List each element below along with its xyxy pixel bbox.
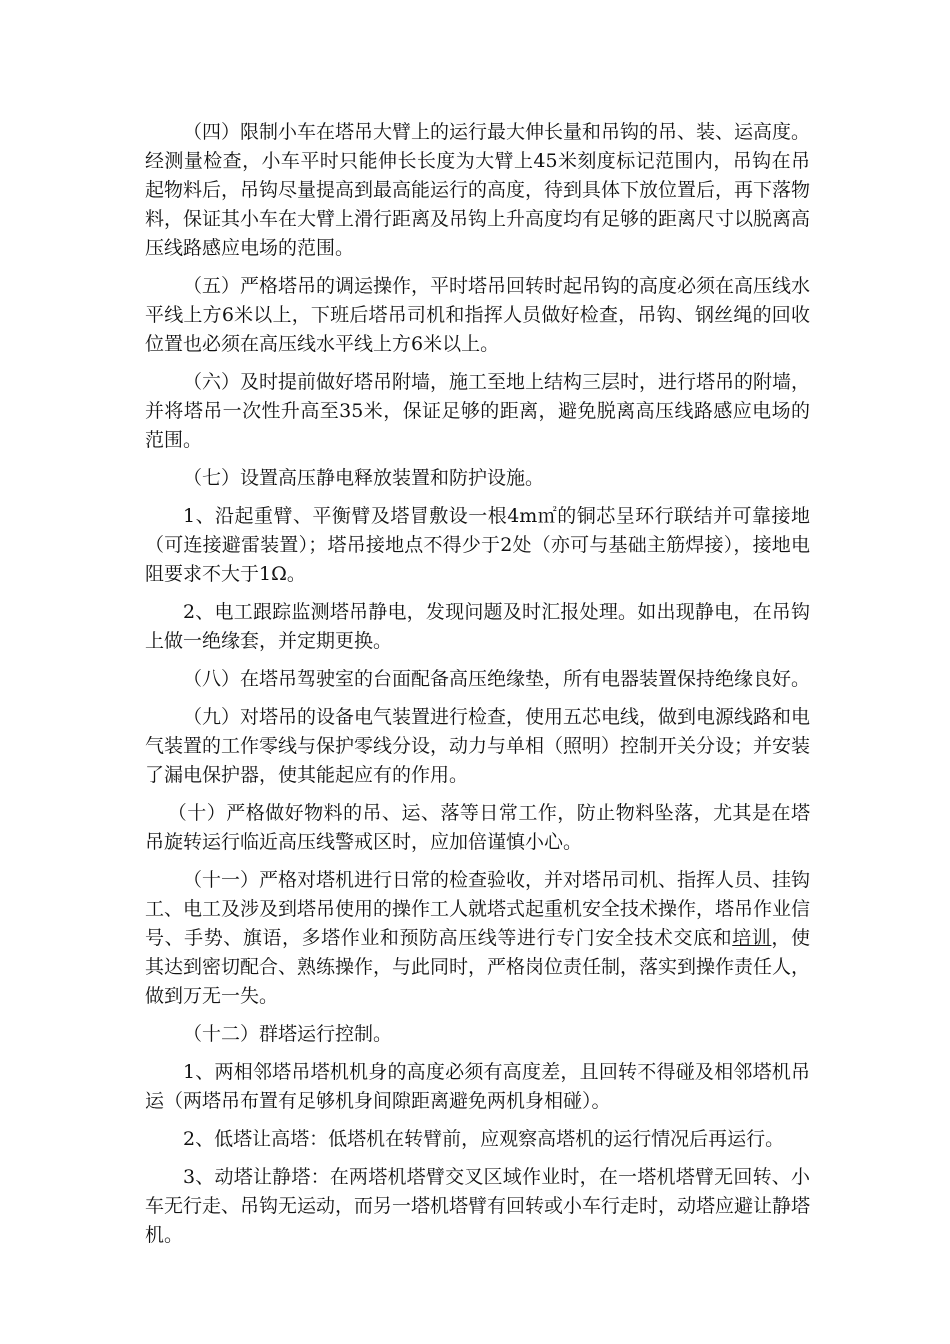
paragraph-5: （五）严格塔吊的调运操作，平时塔吊回转时起吊钩的高度必须在高压线水平线上方6米以上，下班后塔吊司机和指挥人员做好检查，吊钩、钢丝绳的回收位置也必须在高压线水平线上方6米以上。 <box>145 275 811 355</box>
paragraph-10: （十）严格做好物料的吊、运、落等日常工作，防止物料坠落，尤其是在塔吊旋转运行临近高压线警戒区时，应加倍谨慎小心。 <box>145 802 810 853</box>
paragraph-12-item-1: 1、两相邻塔吊塔机机身的高度必须有高度差，且回转不得碰及相邻塔机吊运（两塔吊布置有足够机身间隙距离避免两机身相碰）。 <box>145 1061 810 1112</box>
paragraph-12: （十二）群塔运行控制。 <box>183 1023 393 1045</box>
paragraph-11 <box>145 866 810 1011</box>
paragraph-11-text-end: ，使其达到密切配合、熟练操作，与此同时，严格岗位责任制，落实到操作责任人，做到万无一失。 <box>145 927 811 1007</box>
paragraph-9: （九）对塔吊的设备电气装置进行检查，使用五芯电线，做到电源线路和电气装置的工作零线与保护零线分设，动力与单相（照明）控制开关分设；并安装了漏电保护器，使其能起应有的作用。 <box>145 706 811 786</box>
paragraph-7-item-1: 1、沿起重臂、平衡臂及塔冒敷设一根4m㎡的铜芯呈环行联结并可靠接地（可连接避雷装置）；塔吊接地点不得少于2处（亦可与基础主筋焊接），接地电阻要求不大于1Ω。 <box>145 505 810 585</box>
paragraph-8: （八）在塔吊驾驶室的台面配备高压绝缘垫，所有电器装置保持绝缘良好。 <box>183 668 811 690</box>
document-page <box>145 118 810 1259</box>
paragraph-12-item-3: 3、动塔让静塔：在两塔机塔臂交叉区域作业时，在一塔机塔臂无回转、小车无行走、吊钩无运动，而另一塔机塔臂有回转或小车行走时，动塔应避让静塔机。 <box>145 1166 811 1246</box>
paragraph-12-item-2: 2、低塔让高塔：低塔机在转臂前，应观察高塔机的运行情况后再运行。 <box>183 1128 785 1150</box>
paragraph-7: （七）设置高压静电释放装置和防护设施。 <box>183 467 545 489</box>
paragraph-11-text-start: （十一）严格对塔机进行日常的检查验收，并对塔吊司机、指挥人员、挂钩工、电工及涉及到塔吊使用的操作工人就塔式起重机安全技术操作，塔吊作业信号、手势、旗语，多塔作业和预防高压线等进行专门安全技术交底和 <box>145 869 811 949</box>
paragraph-6: （六）及时提前做好塔吊附墙，施工至地上结构三层时，进行塔吊的附墙，并将塔吊一次性升高至35米，保证足够的距离，避免脱离高压线路感应电场的范围。 <box>145 371 811 451</box>
paragraph-4: （四）限制小车在塔吊大臂上的运行最大伸长量和吊钩的吊、装、运高度。经测量检查，小车平时只能伸长长度为大臂上45米刻度标记范围内，吊钩在吊起物料后，吊钩尽量提高到最高能运行的高度，待到具体下放位置后，再下落物料，保证其小车在大臂上滑行距离及吊钩上升高度均有足够的距离尺寸以脱离高压线路感应电场的范围。 <box>145 121 811 259</box>
paragraph-7-item-2: 2、电工跟踪监测塔吊静电，发现问题及时汇报处理。如出现静电，在吊钩上做一绝缘套，并定期更换。 <box>145 601 810 652</box>
training-link[interactable]: 培训 <box>732 927 772 949</box>
